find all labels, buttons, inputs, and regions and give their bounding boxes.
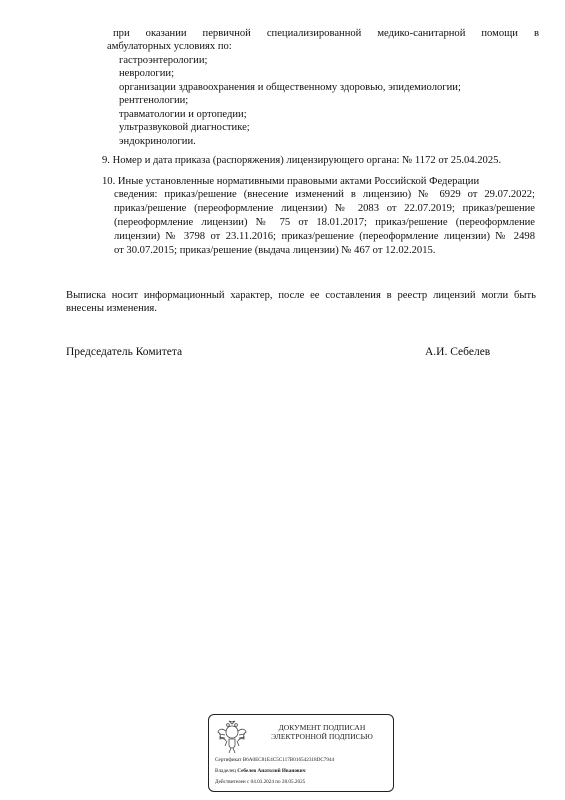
disclaimer-line-1: Выписка носит информационный характер, после ее составления в реестр лицензий могли быть [66, 290, 536, 301]
specialty-item: ультразвуковой диагностике; [119, 122, 250, 133]
validity-line: Действителен с 04.03.2024 по 28.05.2025 [215, 779, 306, 785]
specialty-item: травматологии и ортопедии; [119, 109, 247, 120]
signature-title-line-2: ЭЛЕКТРОННОЙ ПОДПИСЬЮ [271, 732, 373, 741]
owner-line [215, 768, 306, 774]
item-9: 9. Номер и дата приказа (распоряжения) лицензирующего органа: № 1172 от 25.04.2025. [102, 155, 502, 166]
specialty-item: неврологии; [119, 68, 175, 79]
item-10-line: (переоформление лицензии) № 75 от 18.01.2017; приказ/решение (переоформление [114, 217, 535, 228]
item-10-line: приказ/решение (переоформление лицензии) № 2083 от 22.07.2019; приказ/решение [114, 203, 535, 214]
intro-line-1: при оказании первичной специализированной медико-санитарной помощи в [113, 28, 539, 39]
specialty-item: гастроэнтерологии; [119, 55, 208, 66]
specialty-item: рентгенологии; [119, 95, 189, 106]
item-10-line: сведения: приказ/решение (внесение изменений в лицензию) № 6929 от 29.07.2022; [114, 189, 535, 200]
signatory-name: А.И. Себелев [425, 346, 491, 358]
specialty-item: эндокринологии. [119, 136, 196, 147]
e-signature-stamp [208, 714, 394, 792]
intro-line-2: амбулаторных условиях по: [107, 41, 232, 52]
signature-title-line-1: ДОКУМЕНТ ПОДПИСАН [278, 723, 366, 732]
specialty-item: организации здравоохранения и общественному здоровью, эпидемиологии; [119, 82, 461, 93]
owner-value: Себелев Анатолий Иванович [237, 768, 306, 774]
certificate-value: B6A0EC81E4C5C117B016542318DC7944 [242, 757, 335, 763]
certificate-line [215, 757, 334, 763]
signatory-title: Председатель Комитета [66, 346, 183, 358]
item-10-line: от 30.07.2015; приказ/решение (выдача лицензии) № 467 от 12.02.2015. [114, 245, 436, 256]
certificate-label: Сертификат [215, 757, 242, 763]
coat-of-arms-icon [217, 720, 247, 756]
disclaimer-line-2: внесены изменения. [66, 303, 157, 314]
owner-label: Владелец [215, 768, 236, 774]
item-10-line: 10. Иные установленные нормативными правовыми актами Российской Федерации [102, 176, 480, 187]
item-10-line: лицензии) № 3798 от 23.11.2016; приказ/решение (переоформление лицензии) № 2498 [114, 231, 535, 242]
